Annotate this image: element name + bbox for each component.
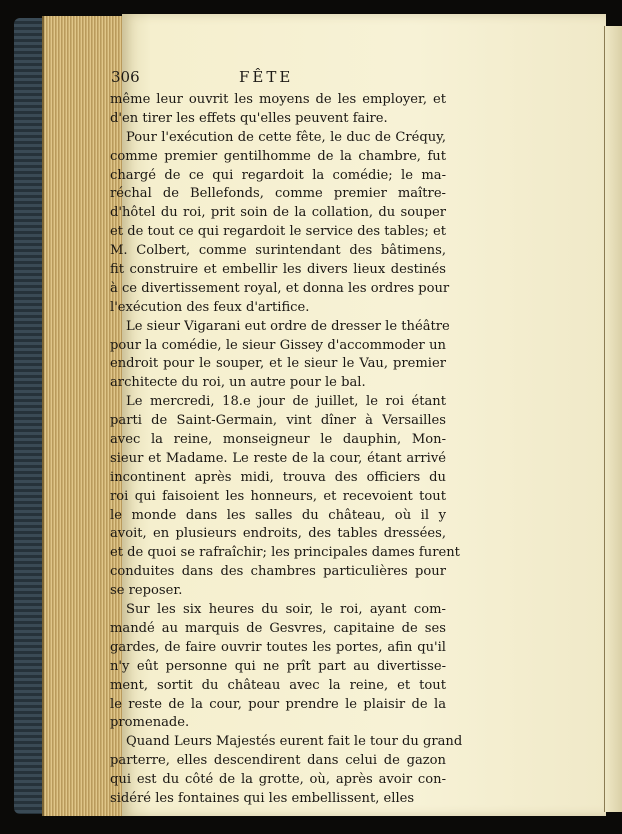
text-line: même leur ouvrit les moyens de les employer, et (110, 92, 446, 107)
text-line: sidéré les fontaines qui les embellissent, elles (110, 790, 415, 806)
paragraph (110, 91, 446, 129)
text-line: d'en tirer les effets qu'elles peuvent faire. (110, 110, 388, 126)
text-line: Sur les six heures du soir, le roi, ayant com- (126, 602, 446, 618)
text-line: architecte du roi, un autre pour le bal. (110, 375, 366, 391)
body-text (110, 91, 463, 809)
text-line: chargé de ce qui regardoit la comédie; le ma- (110, 167, 446, 183)
text-line: ment, sortit du château avec la reine, et tout (110, 677, 446, 693)
text-line: avec la reine, monseigneur le dauphin, Mon- (110, 432, 446, 448)
paragraph (110, 733, 463, 809)
text-line: à ce divertissement royal, et donna les ordres pour (110, 280, 450, 296)
text-line: fit construire et embellir les divers lieux destinés (110, 262, 446, 278)
text-line: promenade. (110, 715, 190, 731)
text-line: réchal de Bellefonds, comme premier maître- (110, 186, 446, 202)
text-line: Le mercredi, 18.e jour de juillet, le roi étant (126, 394, 446, 410)
text-line: n'y eût personne qui ne prît part au divertisse- (110, 658, 446, 674)
text-line: comme premier gentilhomme de la chambre, fut (110, 148, 446, 164)
paragraph (110, 318, 450, 394)
page-number: 306 (111, 68, 140, 86)
paragraph (110, 129, 450, 318)
text-line: endroit pour le souper, et le sieur le Vau, premier (110, 356, 446, 372)
text-line: le reste de la cour, pour prendre le plaisir de la (110, 696, 446, 712)
text-line: se reposer. (110, 583, 183, 599)
page-header (111, 68, 447, 90)
text-line: l'exécution des feux d'artifice. (110, 299, 310, 315)
text-line: qui est du côté de la grotte, où, après avoir con- (110, 772, 446, 788)
text-line: parti de Saint-Germain, vint dîner à Versailles (110, 413, 446, 429)
facing-page-edge (604, 26, 622, 812)
text-line: avoit, en plusieurs endroits, des tables dressées, (110, 526, 446, 542)
text-line: Pour l'exécution de cette fête, le duc de Créquy, (126, 129, 446, 145)
text-line: gardes, de faire ouvrir toutes les portes, afin qu'il (110, 639, 446, 655)
text-line: et de quoi se rafraîchir; les principales dames furent (110, 545, 460, 561)
text-line: M. Colbert, comme surintendant des bâtimens, (110, 243, 446, 259)
text-line: sieur et Madame. Le reste de la cour, étant arrivé (110, 450, 446, 466)
text-line: Quand Leurs Majestés eurent fait le tour du grand (126, 734, 463, 750)
text-line: pour la comédie, le sieur Gissey d'accommoder un (110, 337, 446, 353)
text-line: parterre, elles descendirent dans celui de gazon (110, 753, 446, 769)
paragraph (110, 601, 446, 733)
text-line: roi qui faisoient les honneurs, et recevoient tout (110, 488, 446, 504)
text-line: incontinent après midi, trouva des officiers du (110, 469, 446, 485)
text-line: et de tout ce qui regardoit le service des tables; et (110, 224, 446, 240)
text-line: le monde dans les salles du château, où il y (110, 507, 446, 523)
running-head: FÊTE (239, 68, 294, 86)
paragraph (110, 393, 460, 601)
text-line: mandé au marquis de Gesvres, capitaine de ses (110, 620, 446, 636)
text-line: conduites dans des chambres particulières pour (110, 564, 446, 580)
text-line: Le sieur Vigarani eut ordre de dresser le théâtre (126, 318, 450, 334)
text-line: d'hôtel du roi, prit soin de la collation, du souper (110, 205, 446, 221)
